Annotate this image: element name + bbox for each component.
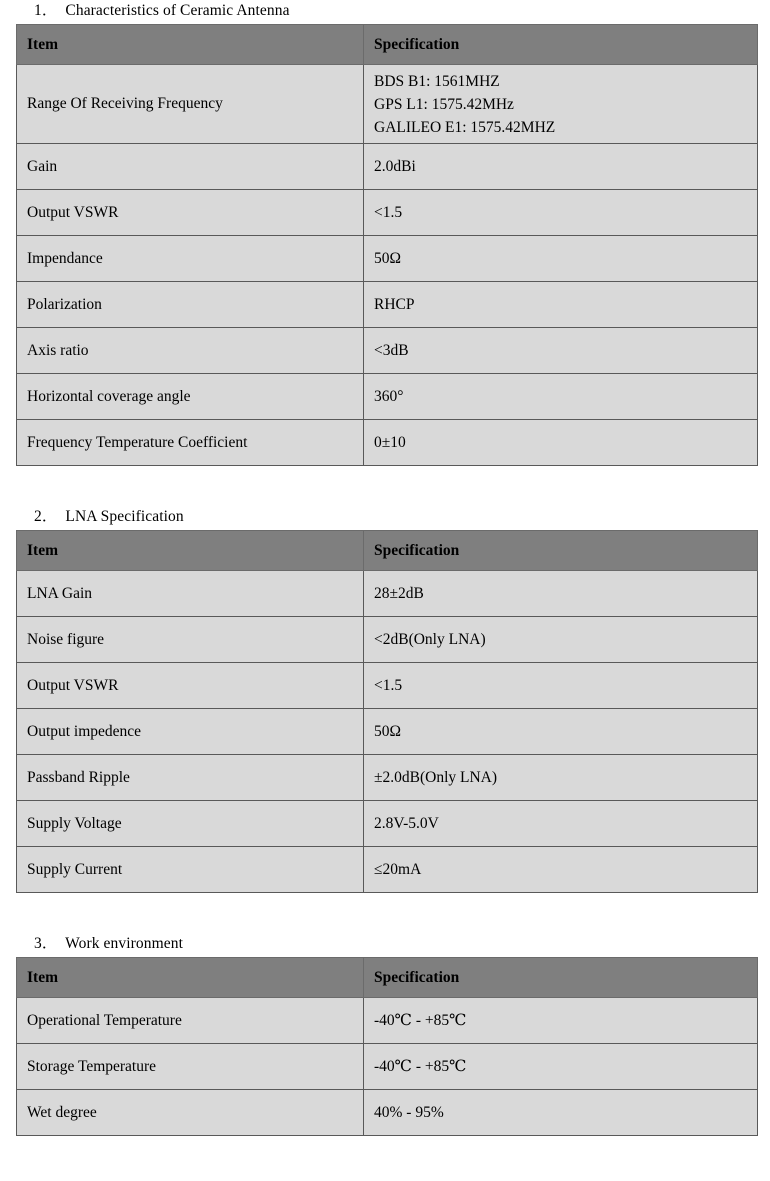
cell-specification: RHCP bbox=[364, 282, 758, 328]
table-row bbox=[17, 617, 758, 663]
table-row bbox=[17, 282, 758, 328]
cell-item: Output impedence bbox=[17, 709, 364, 755]
column-header-item: Item bbox=[17, 25, 364, 65]
table-row bbox=[17, 236, 758, 282]
table-row bbox=[17, 1090, 758, 1136]
table-header-row bbox=[17, 25, 758, 65]
column-header-item: Item bbox=[17, 531, 364, 571]
cell-item: Polarization bbox=[17, 282, 364, 328]
cell-item: Operational Temperature bbox=[17, 998, 364, 1044]
cell-specification: <1.5 bbox=[364, 190, 758, 236]
section-work-environment bbox=[16, 933, 757, 1136]
cell-item: LNA Gain bbox=[17, 571, 364, 617]
table-row bbox=[17, 755, 758, 801]
cell-item: Horizontal coverage angle bbox=[17, 374, 364, 420]
spec-line: GALILEO E1: 1575.42MHZ bbox=[374, 118, 556, 136]
table-header-row bbox=[17, 958, 758, 998]
table-row bbox=[17, 847, 758, 893]
table-header-row bbox=[17, 531, 758, 571]
cell-specification: -40℃ - +85℃ bbox=[364, 1044, 758, 1090]
cell-item: Storage Temperature bbox=[17, 1044, 364, 1090]
cell-specification: 360° bbox=[364, 374, 758, 420]
cell-item: Wet degree bbox=[17, 1090, 364, 1136]
table-row bbox=[17, 144, 758, 190]
cell-specification: 40% - 95% bbox=[364, 1090, 758, 1136]
cell-item: Range Of Receiving Frequency bbox=[17, 65, 364, 144]
table-row bbox=[17, 65, 758, 144]
cell-specification: -40℃ - +85℃ bbox=[364, 998, 758, 1044]
column-header-specification: Specification bbox=[364, 531, 758, 571]
table-row bbox=[17, 709, 758, 755]
cell-item: Supply Current bbox=[17, 847, 364, 893]
column-header-specification: Specification bbox=[364, 958, 758, 998]
cell-item: Supply Voltage bbox=[17, 801, 364, 847]
cell-item: Passband Ripple bbox=[17, 755, 364, 801]
table-row bbox=[17, 571, 758, 617]
table-row bbox=[17, 1044, 758, 1090]
table-row bbox=[17, 663, 758, 709]
cell-specification: 0±10 bbox=[364, 420, 758, 466]
table-row bbox=[17, 374, 758, 420]
cell-specification: 2.8V-5.0V bbox=[364, 801, 758, 847]
cell-item: Impendance bbox=[17, 236, 364, 282]
spec-line: GPS L1: 1575.42MHz bbox=[374, 95, 514, 113]
table-row bbox=[17, 998, 758, 1044]
section-heading: 3． Work environment bbox=[34, 935, 183, 952]
cell-specification: 28±2dB bbox=[364, 571, 758, 617]
spec-table-work-environment bbox=[16, 957, 758, 1136]
section-lna-specification bbox=[16, 506, 757, 893]
section-heading: 1． Characteristics of Ceramic Antenna bbox=[34, 2, 290, 19]
section-characteristics-of-ceramic-antenna bbox=[16, 0, 757, 466]
cell-item: Output VSWR bbox=[17, 190, 364, 236]
table-row bbox=[17, 801, 758, 847]
spec-table-lna bbox=[16, 530, 758, 893]
table-row bbox=[17, 420, 758, 466]
cell-specification: <2dB(Only LNA) bbox=[364, 617, 758, 663]
cell-specification: ≤20mA bbox=[364, 847, 758, 893]
cell-specification: 50Ω bbox=[364, 236, 758, 282]
cell-specification: 50Ω bbox=[364, 709, 758, 755]
table-row bbox=[17, 190, 758, 236]
table-row bbox=[17, 328, 758, 374]
cell-item: Output VSWR bbox=[17, 663, 364, 709]
column-header-specification: Specification bbox=[364, 25, 758, 65]
cell-specification bbox=[364, 65, 758, 144]
spec-line: BDS B1: 1561MHZ bbox=[374, 72, 500, 90]
cell-item: Gain bbox=[17, 144, 364, 190]
cell-specification: ±2.0dB(Only LNA) bbox=[364, 755, 758, 801]
cell-item: Frequency Temperature Coefficient bbox=[17, 420, 364, 466]
spec-table-ceramic-antenna bbox=[16, 24, 758, 466]
cell-specification: <1.5 bbox=[364, 663, 758, 709]
cell-specification: 2.0dBi bbox=[364, 144, 758, 190]
cell-item: Noise figure bbox=[17, 617, 364, 663]
column-header-item: Item bbox=[17, 958, 364, 998]
section-heading: 2． LNA Specification bbox=[34, 508, 184, 525]
cell-specification: <3dB bbox=[364, 328, 758, 374]
cell-item: Axis ratio bbox=[17, 328, 364, 374]
